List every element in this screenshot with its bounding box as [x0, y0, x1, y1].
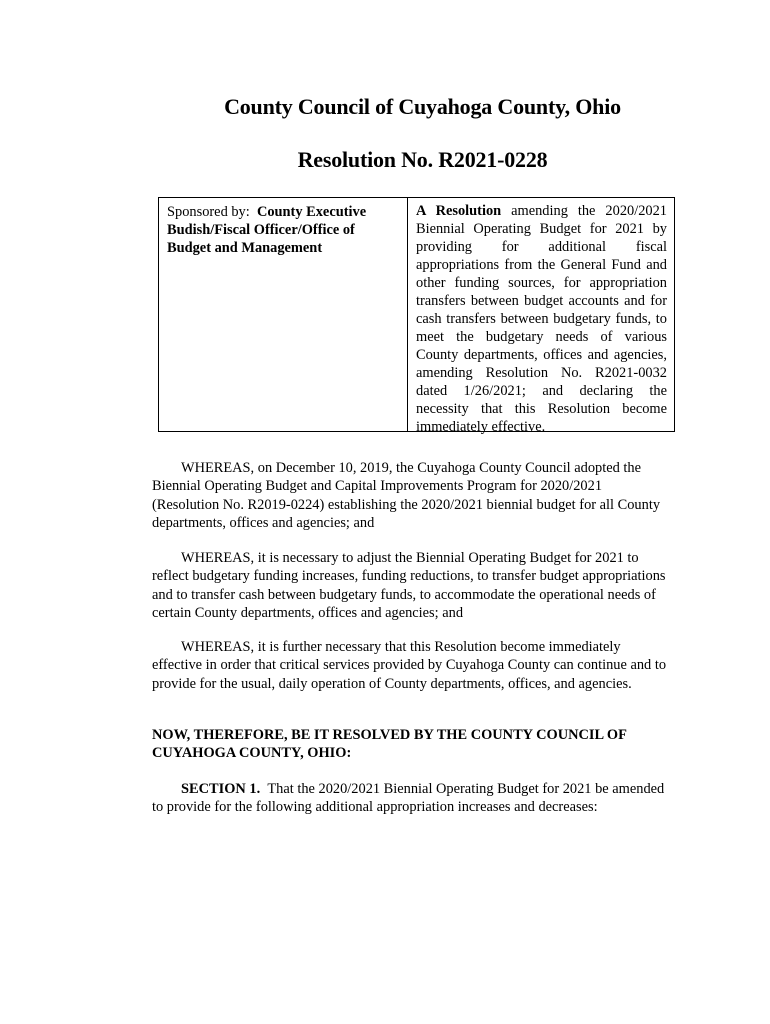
sponsor-cell — [159, 198, 408, 431]
description-lead: A Resolution — [416, 203, 502, 219]
section-1-paragraph — [152, 780, 667, 817]
sponsor-label: Sponsored by: — [167, 204, 250, 220]
section-1-label: SECTION 1. — [181, 781, 261, 797]
whereas-1-text: WHEREAS, on December 10, 2019, the Cuyahoga County Council adopted the Biennial Operating Budget and Capital Improvements Program for 2020/2021 (Resolution No. R2019-0224) establishing the 2020/2021 biennial budget for all County departments, offices and agencies; and — [152, 460, 661, 531]
council-title: County Council of Cuyahoga County, Ohio — [224, 94, 621, 119]
whereas-paragraph-3 — [152, 638, 667, 693]
whereas-2-text: WHEREAS, it is necessary to adjust the Biennial Operating Budget for 2021 to reflect budgetary funding increases, funding reductions, to transfer budget appropriations and to transfer cash between budgetary funds, to accommodate the operational needs of certain County departments, offices and agencies; and — [152, 550, 666, 621]
whereas-3-text: WHEREAS, it is further necessary that this Resolution become immediately effective in order that critical services provided by Cuyahoga County can continue and to provide for the usual, daily operation of County departments, offices, and agencies. — [152, 639, 667, 692]
description-cell — [408, 198, 674, 435]
resolution-number: Resolution No. R2021-0228 — [297, 147, 548, 172]
resolution-summary-table — [158, 197, 675, 435]
section-1-text: That the 2020/2021 Biennial Operating Budget for 2021 be amended to provide for the following additional appropriation increases and decreases: — [152, 781, 665, 816]
whereas-paragraph-2 — [152, 549, 667, 622]
whereas-paragraph-1 — [152, 459, 667, 532]
resolved-clause: NOW, THEREFORE, BE IT RESOLVED BY THE COUNTY COUNCIL OF CUYAHOGA COUNTY, OHIO: — [152, 727, 627, 762]
sponsor-name: County Executive Budish/Fiscal Officer/Office of Budget and Management — [167, 204, 367, 256]
description-text: amending the 2020/2021 Biennial Operating Budget for 2021 by providing for additional fiscal appropriations from the General Fund and other funding sources, for appropriation transfers between budget accounts and for cash transfers between budgetary funds, to meet the budgetary needs of various County departments, offices and agencies, amending Resolution No. R2021-0032 dated 1/26/2021; and declaring the necessity that this Resolution become immediately effective. — [416, 203, 667, 435]
